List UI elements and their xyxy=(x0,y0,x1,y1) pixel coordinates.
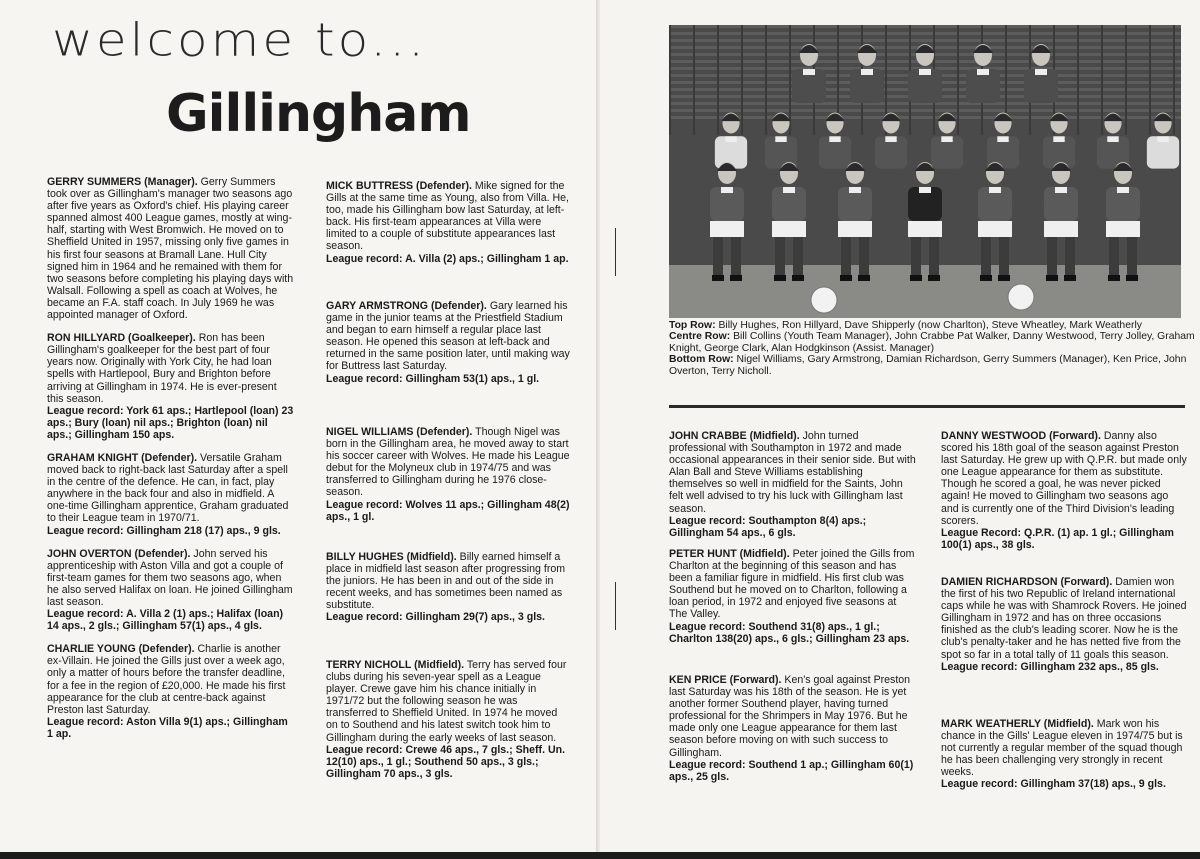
centre-row-label: Centre Row: xyxy=(669,331,731,343)
section-divider xyxy=(669,405,1185,408)
bottom-row-names: Nigel Williams, Gary Armstrong, Damian Richardson, Gerry Summers (Manager), Ken Price, John Overton, Terry Nicholl. xyxy=(669,354,1187,377)
bio-entry: NIGEL WILLIAMS (Defender). Though Nigel was born in the Gillingham area, he moved away to start his soccer career with Wolves. He made his League debut for the Molyneux club in 1974/75 and was transferred to Gillingham during he 1976 close-season. League record: Wolves 11 aps.; Gillingham 48(2) aps., 1 gl. xyxy=(326,426,570,523)
centre-row-names: Bill Collins (Youth Team Manager), John Crabbe Pat Walker, Danny Westwood, Terry Jolley, Graham Knight, George Clark, Alan Hodgkinson (Assist. Manager) xyxy=(669,331,1195,354)
bio-entry: BILLY HUGHES (Midfield). Billy earned himself a place in midfield last season after progressing from the juniors. He has been in and out of the side in recent weeks, and has sometimes been named as substitute. League record: Gillingham 29(7) aps., 3 gls. xyxy=(326,551,566,624)
bio-entry: MARK WEATHERLY (Midfield). Mark won his chance in the Gills' League eleven in 1974/75 but is not currently a regular member of the squad though he has been challenging very strongly in recent weeks. League record: Gillingham 37(18) aps., 9 gls. xyxy=(941,718,1183,791)
top-row-label: Top Row: xyxy=(669,320,716,331)
page-bottom-edge xyxy=(0,852,1200,859)
binding-mark xyxy=(615,582,616,630)
binding-mark xyxy=(615,228,616,276)
bio-entry: TERRY NICHOLL (Midfield). Terry has served four clubs during his seven-year spell as a League player. Crewe gave him his chance initially in 1971/72 but the following season he was transferred to Sheffield United. In 1974 he moved on to Southend and his latest switch took him to Gillingham during the early weeks of last season. League record: Crewe 46 aps., 7 gls.; Sheff. Un. 12(10) aps., 1 gl.; Southend 50 aps., 3 gls.; Gillingham 70 aps., 3 gls. xyxy=(326,659,567,780)
bio-entry: KEN PRICE (Forward). Ken's goal against Preston last Saturday was his 18th of the season. He is yet another former Southend player, having turned professional for the Shrimpers in May 1976. But he made only one League appearance for them last season before moving on with such success to Gillingham. League record: Southend 1 ap.; Gillingham 60(1) aps., 25 gls. xyxy=(669,674,914,783)
photo-caption xyxy=(669,320,1195,377)
bio-entry: GERRY SUMMERS (Manager). Gerry Summers took over as Gillingham's manager two seasons ago after five years as Oxford's chief. His playing career spanned almost 400 League games, mostly at wing-half, starting with West Bromwich. He moved on to Sheffield United in 1957, missing only five games in his first four seasons at Bramall Lane. Hull City signed him in 1964 and he remained with them for two seasons before completing his playing days with Walsall. Following a spell as coach at Wolves, he became an F.A. staff coach. In July 1969 he was appointed manager of Oxford. xyxy=(47,176,294,322)
bio-entry: JOHN OVERTON (Defender). John served his apprenticeship with Aston Villa and got a couple of first-team games for them two seasons ago, when he also served Halifax on loan. He joined Gillingham last season. League record: A. Villa 2 (1) aps.; Halifax (loan) 14 aps., 2 gls.; Gillingham 57(1) aps., 4 gls. xyxy=(47,547,293,633)
top-row-names: Billy Hughes, Ron Hillyard, Dave Shipperly (now Charlton), Steve Wheatley, Mark Weatherly xyxy=(718,320,1142,331)
bio-entry: RON HILLYARD (Goalkeeper). Ron has been Gillingham's goalkeeper for the best part of four years now. Originally with York City, he had loan spells with Hartlepool, Bury and Brighton before arriving at Gillingham in 1974. He is ever-present this season. League record: York 61 aps.; Hartlepool (loan) 23 aps.; Bury (loan) nil aps.; Brighton (loan) nil aps.; Gillingham 150 aps. xyxy=(47,332,294,441)
bio-column-1 xyxy=(47,176,294,740)
welcome-heading: welcome to... xyxy=(52,14,427,67)
bio-entry: JOHN CRABBE (Midfield). John turned professional with Southampton in 1972 and made occasional appearances in their senior side. But with Alan Ball and Steve Williams establishing themselves so well in midfield for the Saints, John felt well advised to try his luck with Gillingham last season. League record: Southampton 8(4) aps.; Gillingham 54 aps., 6 gls. xyxy=(669,430,916,539)
bio-entry: CHARLIE YOUNG (Defender). Charlie is another ex-Villain. He joined the Gills just over a week ago, only a matter of hours before the transfer deadline, for a fee in the region of £20,000. He made his first appearance for the club at centre-back against Preston last Saturday. League record: Aston Villa 9(1) aps.; Gillingham 1 ap. xyxy=(47,643,288,740)
team-photo-graphic xyxy=(669,25,1181,318)
bio-entry: DANNY WESTWOOD (Forward). Danny also scored his 18th goal of the season against Preston last Saturday. He grew up with Q.P.R. but made only one League appearance for them as substitute. Though he scored a goal, he was never picked again! He moved to Gillingham two seasons ago and is currently one of the Third Division's leading scorers. League Record: Q.P.R. (1) ap. 1 gl.; Gillingham 100(1) aps., 38 gls. xyxy=(941,430,1187,551)
bottom-row-label: Bottom Row: xyxy=(669,354,734,366)
bio-entry: GRAHAM KNIGHT (Defender). Versatile Graham moved back to right-back last Saturday after a spell in the centre of the defence. He can, in fact, play anywhere in the back four and also in midfield. A one-time Gillingham apprentice, Graham graduated to their League team in 1970/71. League record: Gillingham 218 (17) aps., 9 gls. xyxy=(47,451,289,537)
club-title: Gillingham xyxy=(166,84,471,144)
bio-entry: DAMIEN RICHARDSON (Forward). Damien won the first of his two Republic of Ireland international caps while he was with Shamrock Rovers. He joined Gillingham in 1972 and has on three occasions finished as the club's leading scorer. Now he is the club's penalty-taker and he has netted five from the spot so far in a total tally of 11 goals this season. League record: Gillingham 232 aps., 85 gls. xyxy=(941,576,1187,673)
bio-entry: GARY ARMSTRONG (Defender). Gary learned his game in the junior teams at the Priestfield Stadium and began to earn himself a regular place last season. He opened this season at left-back and returned in the same position later, until making way for Buttress last Saturday. League record: Gillingham 53(1) aps., 1 gl. xyxy=(326,300,570,385)
bio-entry: PETER HUNT (Midfield). Peter joined the Gills from Charlton at the beginning of this season and has been a familiar figure in midfield. His first club was Southend but he moved on to Charlton, following a loan period, in 1972 and enjoyed five seasons at The Valley. League record: Southend 31(8) aps., 1 gl.; Charlton 138(20) aps., 6 gls.; Gillingham 23 aps. xyxy=(669,548,915,645)
bio-entry: MICK BUTTRESS (Defender). Mike signed for the Gills at the same time as Young, also from Villa. He, too, made his Gillingham bow last Saturday, at left-back. His first-team appearances at Villa were limited to a couple of substitute appearances last season. League record: A. Villa (2) aps.; Gillingham 1 ap. xyxy=(326,180,569,265)
team-photo xyxy=(669,25,1181,318)
